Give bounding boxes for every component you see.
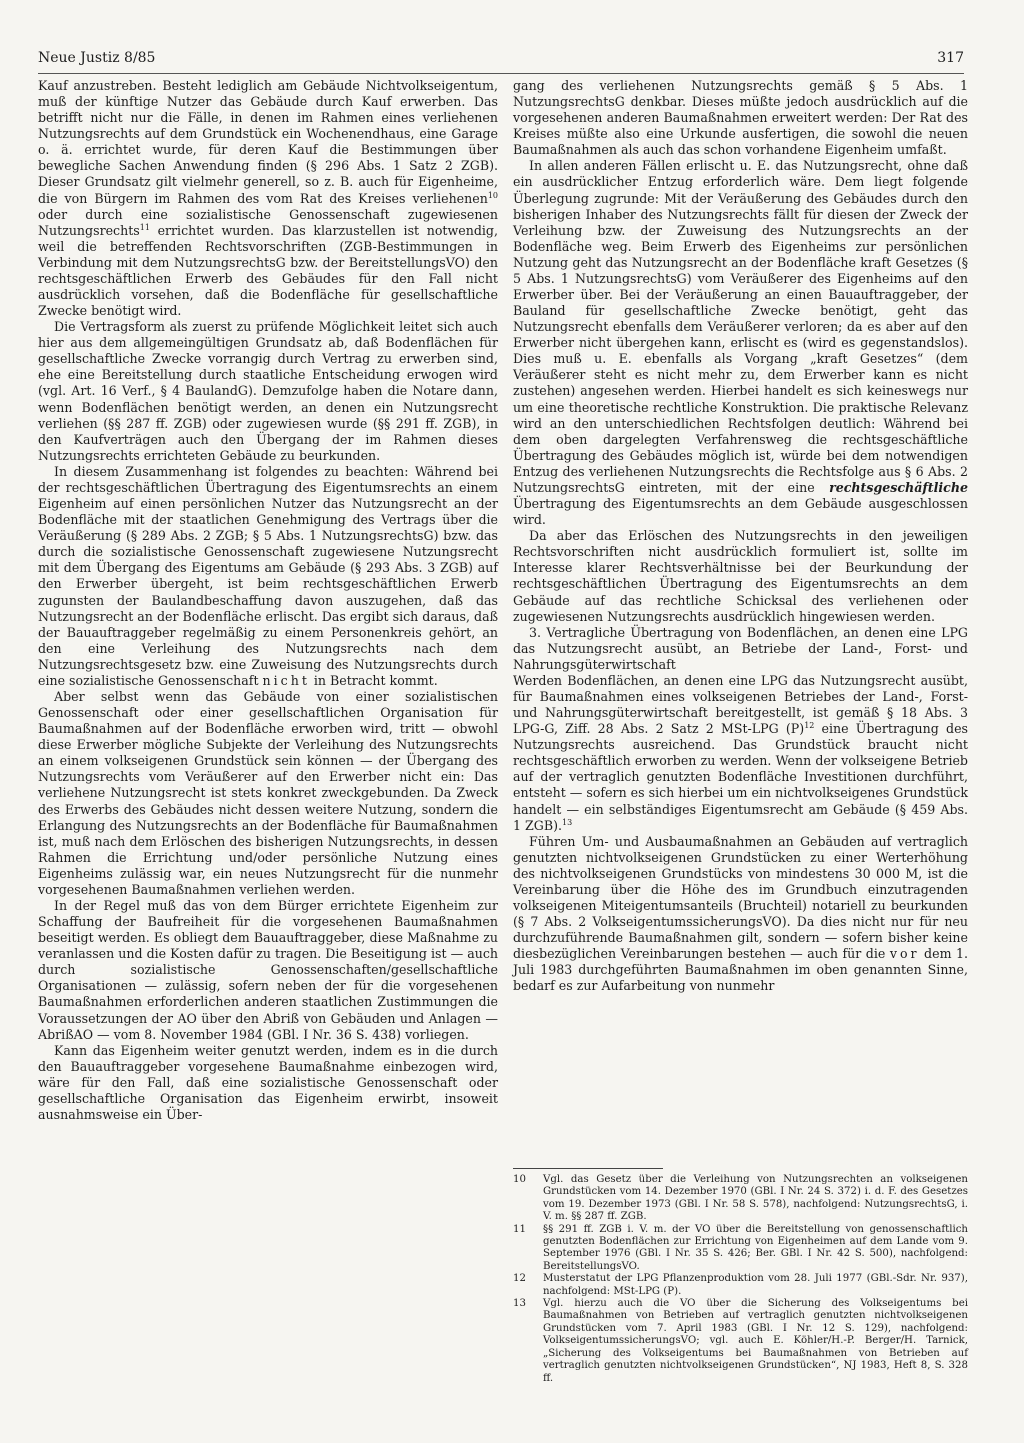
- journal-title: Neue Justiz 8/85: [38, 50, 156, 66]
- text-run: in Betracht kommt.: [309, 672, 438, 688]
- text-run: Aber selbst wenn das Gebäude von einer sozialistischen Genossenschaft oder einer gesellschaftlichen Organisation für Baumaßnahmen auf der Bodenfläche erworben wird, tritt — obwohl diese Erwerber mögliche Subjekte der Verleihung des Nutzungsrechts an einem volkseigenen Grundstück sein können — der Übergang des Nutzungsrechts vom Veräußerer auf den Erwerber nicht ein: Das verliehene Nutzungsrecht ist stets konkret zweckgebunden. Da Zweck des Erwerbs des Gebäudes nicht dessen weitere Nutzung, sondern die Erlangung des Nutzungsrechts an der Bodenfläche für Baumaßnahmen ist, muß nach dem Erlöschen des bisherigen Nutzungsrechts, in dessen Rahmen die Errichtung und/oder persönliche Nutzung eines Eigenheims zulässig war, ein neues Nutzungsrecht für die nunmehr vorgesehenen Baumaßnahmen verliehen werden.: [38, 688, 498, 897]
- text-run: In allen anderen Fällen erlischt u. E. das Nutzungsrecht, ohne daß ein ausdrücklicher Entzug erforderlich wäre. Dem liegt folgende Überlegung zugrunde: Mit der Veräußerung des Gebäudes durch den bisherigen Inhaber des Nutzungsrechts fällt für diesen der Zweck der Verleihung bzw. der Zuweisung des Nutzungsrechts an der Bodenfläche weg. Beim Erwerb des Eigenheims zur persönlichen Nutzung geht das Nutzungsrecht an der Bodenfläche kraft Gesetzes (§ 5 Abs. 1 NutzungsrechtsG) vom Veräußerer des Eigenheims auf den Erwerber über. Bei der Veräußerung an einen Bauauftraggeber, der Bauland für gesellschaftliche Zwecke benötigt, geht das Nutzungsrecht ebenfalls dem Veräußerer verloren; da es aber auf den Erwerber nicht übergehen kann, erlischt es (wird es gegenstandslos). Dies muß u. E. ebenfalls als Vorgang „kraft Gesetzes“ (dem Veräußerer steht es nicht mehr zu, dem Erwerber kann es nicht zustehen) angesehen werden. Hierbei handelt es sich keineswegs nur um eine theoretische rechtliche Konstruktion. Die praktische Relevanz wird an den unterschiedlichen Rechtsfolgen deutlich: Während bei dem oben dargelegten Verfahrensweg die rechtsgeschäftliche Übertragung des Gebäudes möglich ist, würde bei dem notwendigen Entzug des verliehenen Nutzungsrechts die Rechtsfolge aus § 6 Abs. 2 NutzungsrechtsG eintreten, mit der eine: [513, 158, 968, 495]
- text-run: Kann das Eigenheim weiter genutzt werden, indem es in die durch den Bauauftraggeber vorgesehene Baumaßnahme einbezogen wird, wäre für den Fall, daß eine sozialistische Genossenschaft oder gesellschaftliche Organisation das Eigenheim erwirbt, insoweit ausnahmsweise ein Über-: [38, 1042, 498, 1122]
- footnote: [513, 1298, 968, 1385]
- footnote-number: 10: [513, 1174, 526, 1185]
- left-column: [38, 78, 498, 1123]
- page-number: 317: [937, 50, 964, 66]
- text-run: In der Regel muß das von dem Bürger errichtete Eigenheim zur Schaffung der Baufreiheit für die vorgesehenen Baumaßnahmen beseitigt werden. Es obliegt dem Bauauftraggeber, diese Maßnahme zu veranlassen und die Kosten dafür zu tragen. Die Beseitigung ist — auch durch sozialistische Genossenschaften/gesellschaftliche Organisationen — zulässig, sofern neben der für die vorgesehenen Baumaßnahmen erforderlichen anderen staatlichen Zustimmungen die Voraussetzungen der AO über den Abriß von Gebäuden und Anlagen — AbrißAO — vom 8. November 1984 (GBl. I Nr. 36 S. 438) vorliegen.: [38, 897, 498, 1042]
- paragraph: [38, 464, 498, 689]
- text-run: errichtet wurden. Das klarzustellen ist notwendig, weil die betreffenden Rechtsvorschriften (ZGB-Bestimmungen in Verbindung mit dem NutzungsrechtsG bzw. der BereitstellungsVO) den rechtsgeschäftlichen Erwerb des Gebäudes für den Fall nicht ausdrücklich vorsehen, daß die Bodenfläche für gesellschaftliche Zwecke benötigt wird.: [38, 222, 498, 319]
- footnote-text: Vgl. hierzu auch die VO über die Sicherung des Volkseigentums bei Baumaßnahmen von Betrieben auf vertraglich genutzten nichtvolkseigenen Grundstücken vom 7. April 1983 (GBl. I Nr. 12 S. 129), nachfolgend: VolkseigentumssicherungsVO; vgl. auch E. Köhler/H.-P. Berger/H. Tarnick, „Sicherung des Volkseigentums bei Baumaßnahmen von Betrieben auf vertraglich genutzten nichtvolkseigenen Grundstücken“, NJ 1983, Heft 8, S. 328 ff.: [543, 1298, 968, 1384]
- footnote-ref: 11: [139, 222, 150, 232]
- text-run: gang des verliehenen Nutzungsrechts gemäß § 5 Abs. 1 NutzungsrechtsG denkbar. Dieses müßte jedoch ausdrücklich auf die vorgesehenen anderen Baumaßnahmen erweitert werden: Der Rat des Kreises müßte also eine Urkunde ausfertigen, die sowohl die neuen Baumaßnahmen als auch das schon vorhandene Eigenheim umfaßt.: [513, 78, 968, 158]
- text-run: dem 1. Juli 1983 durchgeführten Baumaßnahmen im oben genannten Sinne, bedarf es zur Aufarbeitung von nunmehr: [513, 946, 969, 994]
- footnote-text: §§ 291 ff. ZGB i. V. m. der VO über die Bereitstellung von genossenschaftlich genutzten Bodenflächen zur Errichtung von Eigenheimen auf dem Lande vom 9. September 1976 (GBl. I Nr. 35 S. 426; Ber. GBl. I Nr. 42 S. 500), nachfolgend: BereitstellungsVO.: [543, 1223, 968, 1272]
- emphasis-spaced: vor: [889, 946, 920, 962]
- footnote: [513, 1224, 968, 1274]
- paragraph: [38, 319, 498, 464]
- footnote: [513, 1174, 968, 1224]
- paragraph: [513, 834, 968, 995]
- footnote-rule: [513, 1168, 663, 1169]
- text-run: 3. Vertragliche Übertragung von Bodenflächen, an denen eine LPG das Nutzungsrecht ausübt, an Betriebe der Land-, Forst- und Nahrungsgüterwirtschaft: [513, 624, 968, 672]
- footnote-ref: 12: [804, 720, 815, 730]
- text-run: oder durch eine sozialistische Genossenschaft zugewiesenen Nutzungsrechts: [38, 206, 498, 238]
- paragraph: [513, 673, 968, 834]
- text-run: Werden Bodenflächen, an denen eine LPG das Nutzungsrecht ausübt, für Baumaßnahmen eines volkseigenen Betriebes der Land-, Forst- und Nahrungsgüterwirtschaft bereitgestellt, ist gemäß § 18 Abs. 3 LPG-G, Ziff. 28 Abs. 2 Satz 2 MSt-LPG (P): [513, 672, 968, 737]
- footnote: [513, 1273, 968, 1298]
- paragraph: [38, 689, 498, 898]
- paragraph: [38, 78, 498, 319]
- footnote-text: Musterstatut der LPG Pflanzenproduktion vom 28. Juli 1977 (GBl.-Sdr. Nr. 937), nachfolgend: MSt-LPG (P).: [543, 1273, 968, 1297]
- text-run: Führen Um- und Ausbaumaßnahmen an Gebäuden auf vertraglich genutzten nichtvolkseigenen Grundstücken zu einer Werterhöhung des nichtvolkseigenen Grundstücks von mindestens 30 000 M, ist die Vereinbarung über die Höhe des im Grundbuch einzutragenden volkseigenen Miteigentumsanteils (Bruchteil) notariell zu beurkunden (§ 7 Abs. 2 VolkseigentumssicherungsVO). Da dies nicht nur für neu durchzuführende Baumaßnahmen gilt, sondern — sofern bisher keine diesbezüglichen Vereinbarungen bestehen — auch für die: [513, 833, 968, 962]
- footnote-ref: 13: [562, 817, 573, 827]
- footnote-ref: 10: [487, 190, 498, 200]
- paragraph: [513, 78, 968, 158]
- paragraph: [38, 1043, 498, 1123]
- right-column: [513, 78, 968, 994]
- footnote-number: 12: [513, 1273, 526, 1285]
- footnote-number: 13: [513, 1298, 526, 1310]
- text-run: In diesem Zusammenhang ist folgendes zu beachten: Während bei der rechtsgeschäftlichen Übertragung des Eigentumsrechts an einem Eigenheim auf einen persönlichen Nutzer das Nutzungsrecht an der Bodenfläche mit der staatlichen Genehmigung des Vertrags über die Veräußerung (§ 289 Abs. 2 ZGB; § 5 Abs. 1 NutzungsrechtsG) bzw. das durch die sozialistische Genossenschaft zugewiesene Nutzungsrecht mit dem Übergang des Eigentums am Gebäude (§ 293 Abs. 3 ZGB) auf den Erwerber übergeht, ist beim rechtsgeschäftlichen Erwerb zugunsten der Baulandbeschaffung davon auszugehen, daß das Nutzungsrecht an der Bodenfläche erlischt. Das ergibt sich daraus, daß der Bauauftraggeber regelmäßig zu einem Personenkreis gehört, an den eine Verleihung des Nutzungsrechts nach dem Nutzungsrechtsgesetz bzw. eine Zuweisung des Nutzungsrechts durch eine sozialistische Genossenschaft: [38, 463, 498, 688]
- page-header: [38, 50, 964, 72]
- paragraph: [38, 898, 498, 1043]
- footnotes: [513, 1174, 968, 1385]
- footnote-number: 11: [513, 1223, 526, 1235]
- paragraph: [513, 528, 968, 624]
- text-run: Da aber das Erlöschen des Nutzungsrechts in den jeweiligen Rechtsvorschriften nicht ausdrücklich formuliert ist, sollte im Interesse klarer Rechtsverhältnisse bei der Beurkundung der rechtsgeschäftlichen Übertragung des Eigentumsrechts an dem Gebäude auf das rechtliche Schicksal des verliehenen oder zugewiesenen Nutzungsrechts ausdrücklich hingewiesen werden.: [513, 528, 968, 624]
- text-run: eine Übertragung des Nutzungsrechts ausreichend. Das Grundstück braucht nicht rechtsgeschäftlich erworben zu werden. Wenn der volkseigene Betrieb auf der vertraglich genutzten Bodenfläche Investitionen durchführt, entsteht — sofern es sich hierbei um ein nichtvolkseigenes Grundstück handelt — ein selbständiges Eigentumsrecht am Gebäude (§ 459 Abs. 1 ZGB).: [513, 721, 968, 833]
- paragraph: [513, 625, 968, 673]
- text-run: Kauf anzustreben. Besteht lediglich am Gebäude Nichtvolkseigentum, muß der künftige Nutzer das Gebäude durch Kauf erwerben. Das betrifft nicht nur die Fälle, in denen im Rahmen eines verliehenen Nutzungsrechts auf dem Grundstück ein Wochenendhaus, eine Garage o. ä. errichtet wurde, für deren Kauf die Bestimmungen über bewegliche Sachen Anwendung finden (§ 296 Abs. 1 Satz 2 ZGB). Dieser Grundsatz gilt vielmehr generell, so z. B. auch für Eigenheime, die von Bürgern im Rahmen des vom Rat des Kreises verliehenen: [38, 78, 498, 206]
- text-run: Übertragung des Eigentumsrechts an dem Gebäude ausgeschlossen wird.: [513, 496, 968, 528]
- header-rule: [38, 73, 964, 74]
- text-run: Die Vertragsform als zuerst zu prüfende Möglichkeit leitet sich auch hier aus dem allgemeingültigen Grundsatz ab, daß Bodenflächen für gesellschaftliche Zwecke vorrangig durch Vertrag zu erwerben sind, ehe eine Bereitstellung durch staatliche Entscheidung erwogen wird (vgl. Art. 16 Verf., § 4 BaulandG). Demzufolge haben die Notare dann, wenn Bodenflächen benötigt werden, an denen ein Nutzungsrecht verliehen (§§ 287 ff. ZGB) oder zugewiesen wurde (§§ 291 ff. ZGB), in den Kaufverträgen auch den Übergang der im Rahmen dieses Nutzungsrechts errichteten Gebäude zu beurkunden.: [38, 319, 498, 463]
- paragraph: [513, 158, 968, 528]
- footnote-text: Vgl. das Gesetz über die Verleihung von Nutzungsrechten an volkseigenen Grundstücken vom 14. Dezember 1970 (GBl. I Nr. 24 S. 372) i. d. F. des Gesetzes vom 19. Dezember 1973 (GBl. I Nr. 58 S. 578), nachfolgend: NutzungsrechtsG, i. V. m. §§ 287 ff. ZGB.: [543, 1174, 968, 1223]
- emphasis-italic: rechtsgeschäftliche: [829, 479, 968, 495]
- emphasis-spaced: nicht: [262, 672, 310, 688]
